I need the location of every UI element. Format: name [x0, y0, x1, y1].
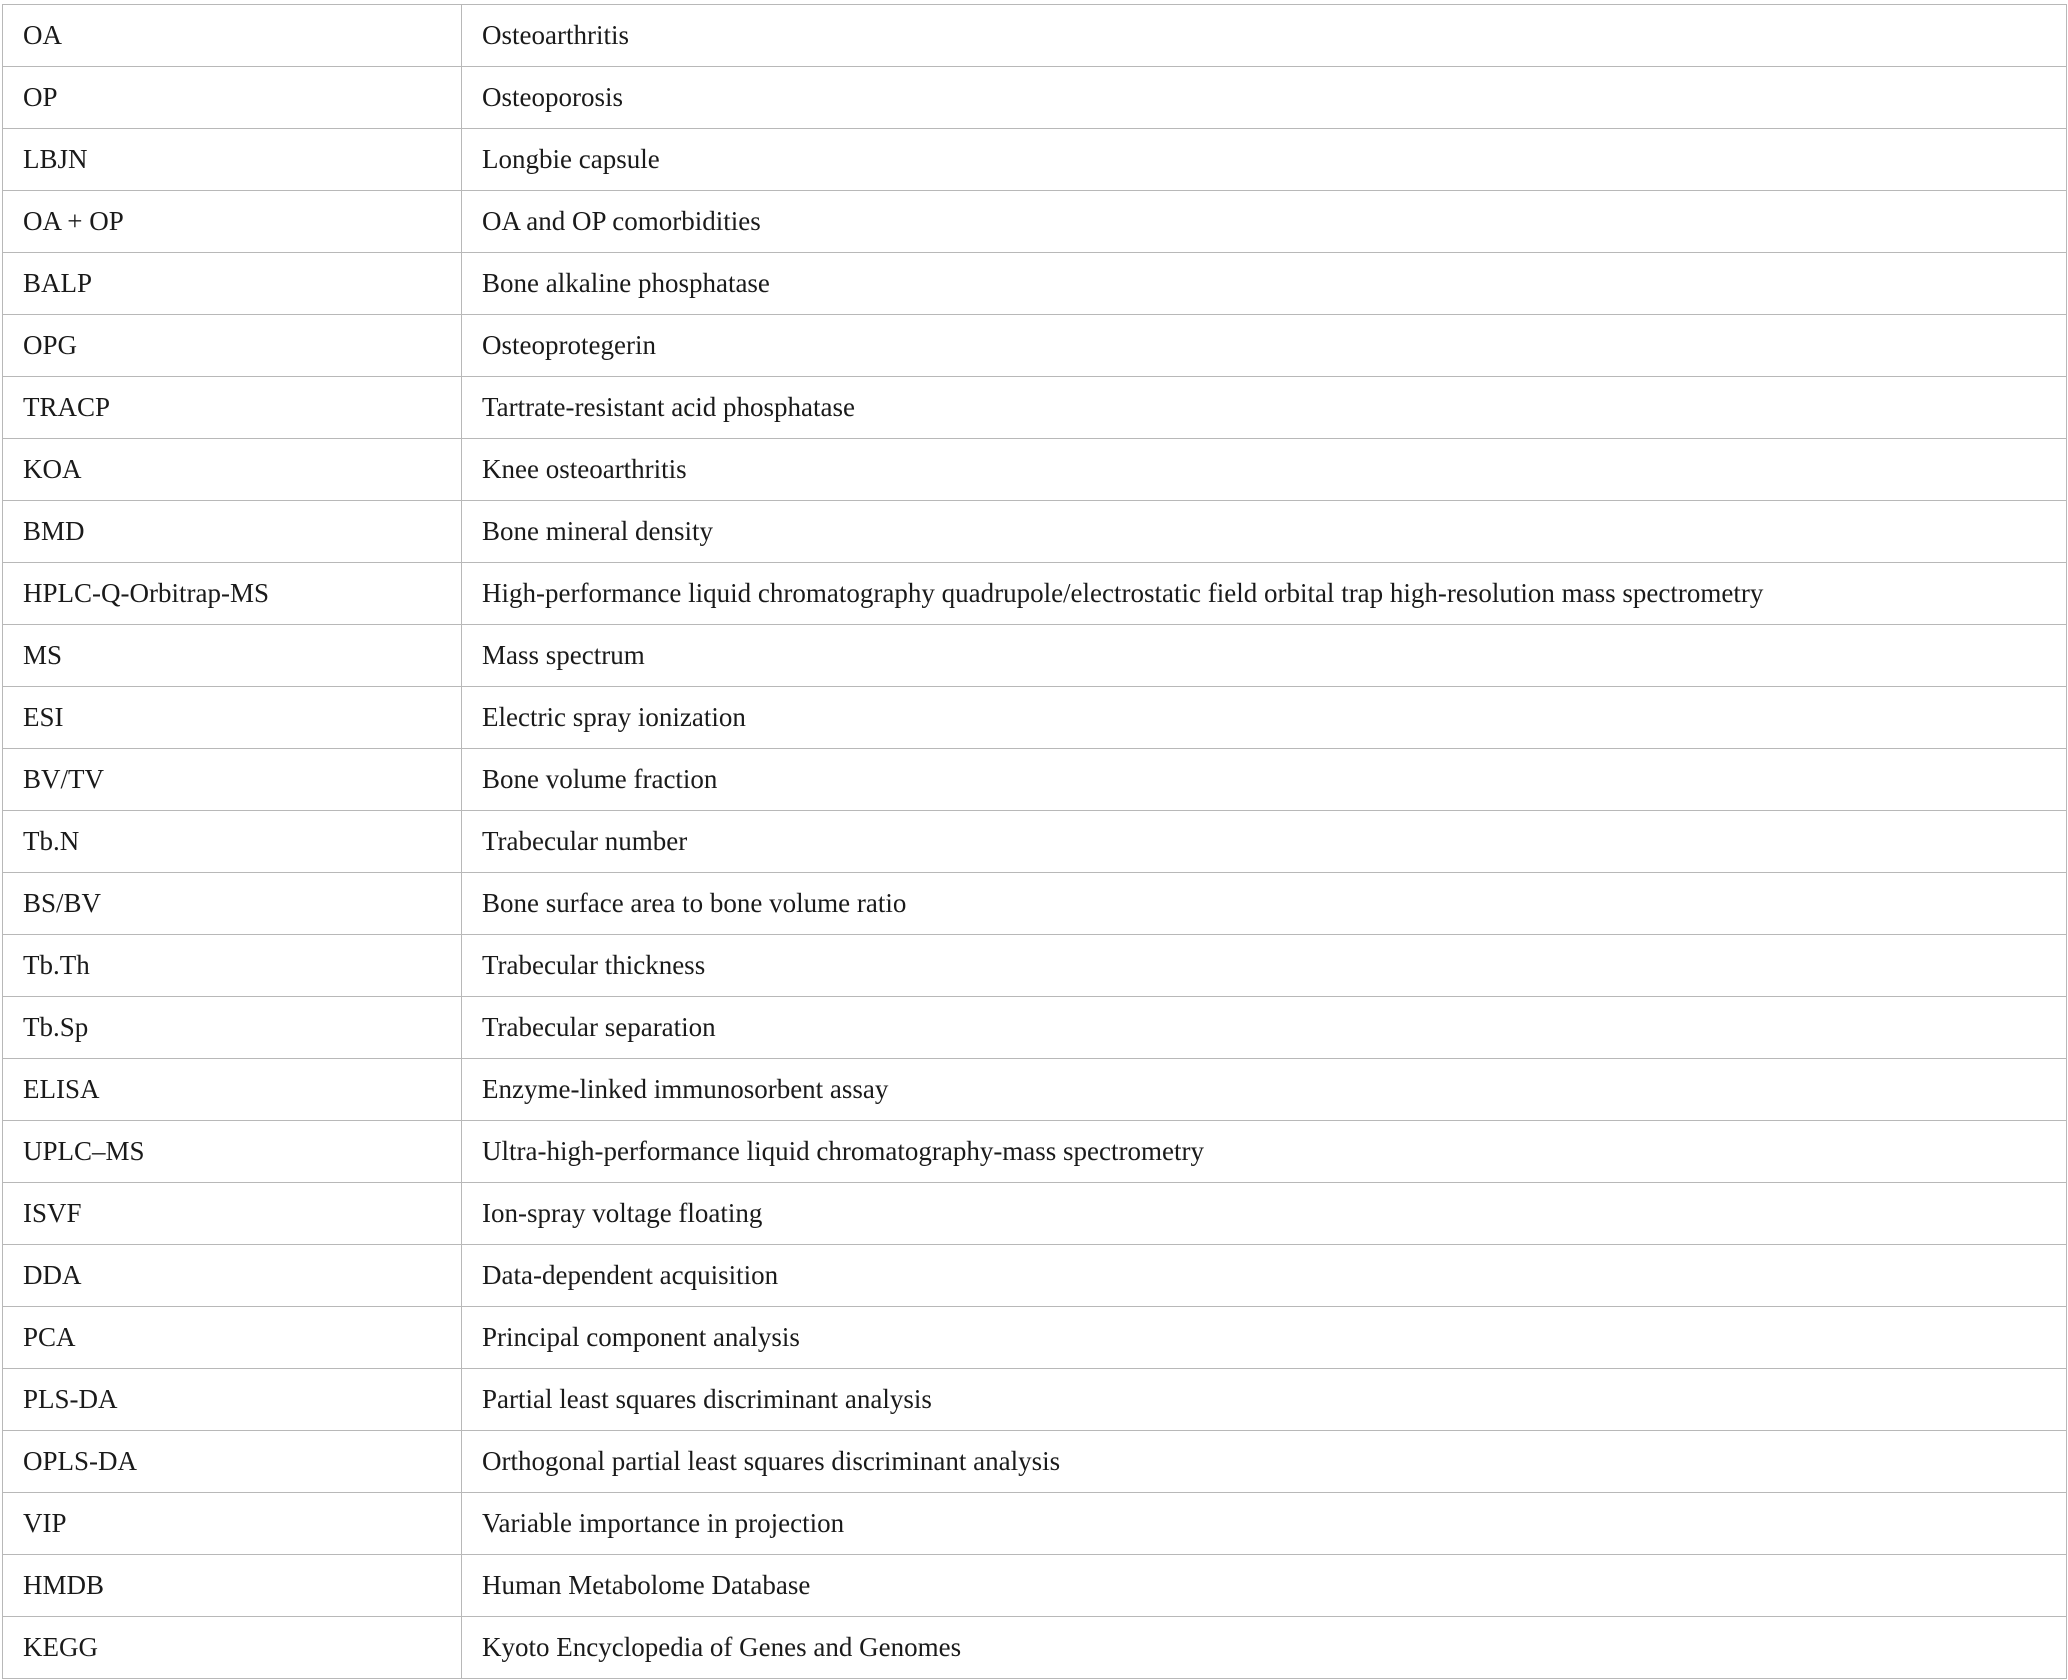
table-row — [3, 1059, 2067, 1121]
table-row — [3, 997, 2067, 1059]
definition-cell: Bone volume fraction — [462, 749, 2067, 811]
abbreviations-table — [2, 4, 2067, 1679]
definition-cell: Tartrate-resistant acid phosphatase — [462, 377, 2067, 439]
abbreviation-cell: VIP — [3, 1493, 462, 1555]
abbreviation-cell: PCA — [3, 1307, 462, 1369]
table-row — [3, 1121, 2067, 1183]
table-row — [3, 67, 2067, 129]
table-row — [3, 377, 2067, 439]
abbreviation-cell: BS/BV — [3, 873, 462, 935]
definition-cell: Trabecular separation — [462, 997, 2067, 1059]
abbreviation-cell: KOA — [3, 439, 462, 501]
definition-cell: Mass spectrum — [462, 625, 2067, 687]
abbreviation-cell: OPLS-DA — [3, 1431, 462, 1493]
definition-cell: Variable importance in projection — [462, 1493, 2067, 1555]
abbreviation-cell: LBJN — [3, 129, 462, 191]
abbreviation-cell: ISVF — [3, 1183, 462, 1245]
table-row — [3, 1431, 2067, 1493]
table-row — [3, 1245, 2067, 1307]
abbreviation-cell: KEGG — [3, 1617, 462, 1679]
definition-cell: Knee osteoarthritis — [462, 439, 2067, 501]
table-row — [3, 5, 2067, 67]
abbreviation-cell: HPLC-Q-Orbitrap-MS — [3, 563, 462, 625]
definition-cell: Bone alkaline phosphatase — [462, 253, 2067, 315]
table-row — [3, 501, 2067, 563]
table-row — [3, 1307, 2067, 1369]
table-row — [3, 1183, 2067, 1245]
table-row — [3, 1369, 2067, 1431]
table-row — [3, 1493, 2067, 1555]
table-row — [3, 811, 2067, 873]
abbreviation-cell: Tb.Th — [3, 935, 462, 997]
table-row — [3, 315, 2067, 377]
definition-cell: Osteoarthritis — [462, 5, 2067, 67]
definition-cell: Electric spray ionization — [462, 687, 2067, 749]
definition-cell: Orthogonal partial least squares discriminant analysis — [462, 1431, 2067, 1493]
abbreviation-cell: OA + OP — [3, 191, 462, 253]
abbreviation-cell: BALP — [3, 253, 462, 315]
table-row — [3, 253, 2067, 315]
definition-cell: OA and OP comorbidities — [462, 191, 2067, 253]
definition-cell: Bone surface area to bone volume ratio — [462, 873, 2067, 935]
definition-cell: Trabecular number — [462, 811, 2067, 873]
abbreviation-cell: OA — [3, 5, 462, 67]
table-row — [3, 749, 2067, 811]
abbreviation-cell: UPLC–MS — [3, 1121, 462, 1183]
abbreviations-table-body — [3, 5, 2067, 1679]
definition-cell: Ultra-high-performance liquid chromatography-mass spectrometry — [462, 1121, 2067, 1183]
definition-cell: Bone mineral density — [462, 501, 2067, 563]
abbreviation-cell: BV/TV — [3, 749, 462, 811]
definition-cell: Data-dependent acquisition — [462, 1245, 2067, 1307]
table-row — [3, 625, 2067, 687]
abbreviation-cell: HMDB — [3, 1555, 462, 1617]
definition-cell: Human Metabolome Database — [462, 1555, 2067, 1617]
table-row — [3, 935, 2067, 997]
table-row — [3, 439, 2067, 501]
abbreviation-cell: OP — [3, 67, 462, 129]
abbreviation-cell: ESI — [3, 687, 462, 749]
abbreviation-cell: DDA — [3, 1245, 462, 1307]
table-row — [3, 1617, 2067, 1679]
definition-cell: Principal component analysis — [462, 1307, 2067, 1369]
definition-cell: Enzyme-linked immunosorbent assay — [462, 1059, 2067, 1121]
abbreviation-cell: OPG — [3, 315, 462, 377]
table-row — [3, 873, 2067, 935]
definition-cell: Kyoto Encyclopedia of Genes and Genomes — [462, 1617, 2067, 1679]
definition-cell: Trabecular thickness — [462, 935, 2067, 997]
abbreviation-cell: Tb.Sp — [3, 997, 462, 1059]
table-row — [3, 563, 2067, 625]
definition-cell: Partial least squares discriminant analysis — [462, 1369, 2067, 1431]
abbreviation-cell: MS — [3, 625, 462, 687]
abbreviation-cell: PLS-DA — [3, 1369, 462, 1431]
abbreviation-cell: Tb.N — [3, 811, 462, 873]
table-row — [3, 191, 2067, 253]
abbreviation-cell: BMD — [3, 501, 462, 563]
table-row — [3, 687, 2067, 749]
definition-cell: High-performance liquid chromatography quadrupole/electrostatic field orbital trap high-resolution mass spectrometry — [462, 563, 2067, 625]
abbreviation-cell: TRACP — [3, 377, 462, 439]
definition-cell: Ion-spray voltage floating — [462, 1183, 2067, 1245]
table-row — [3, 1555, 2067, 1617]
abbreviation-cell: ELISA — [3, 1059, 462, 1121]
definition-cell: Osteoprotegerin — [462, 315, 2067, 377]
definition-cell: Osteoporosis — [462, 67, 2067, 129]
definition-cell: Longbie capsule — [462, 129, 2067, 191]
table-row — [3, 129, 2067, 191]
